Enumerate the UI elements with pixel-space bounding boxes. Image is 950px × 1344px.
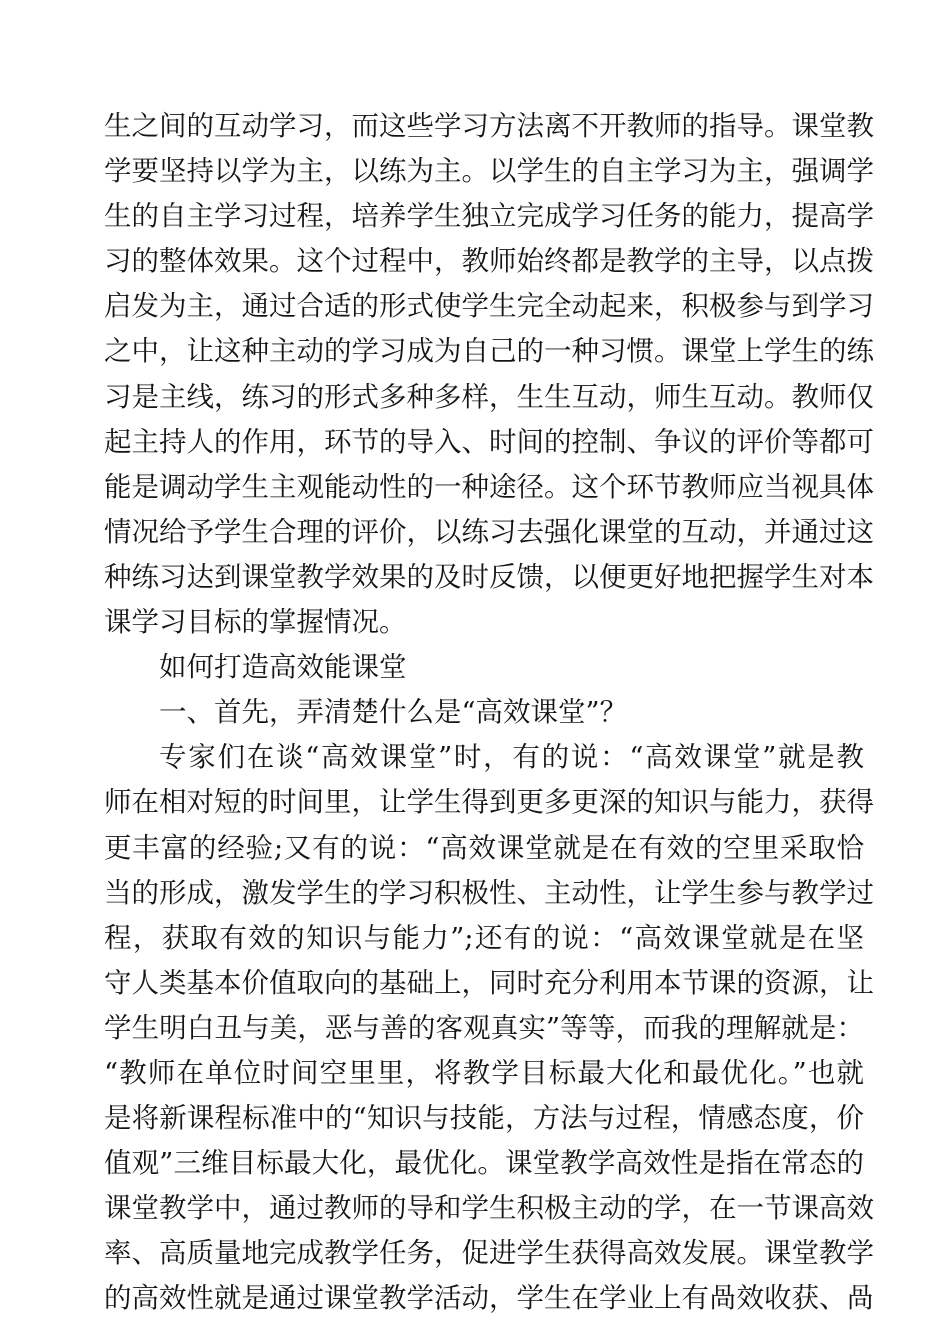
text-line: 之中，让这种主动的学习成为自己的一种习惯。课堂上学生的练 — [104, 335, 874, 368]
text-line: 情况给予学生合理的评价，以练习去强化课堂的互动，并通过这 — [104, 515, 874, 548]
text-line: 起主持人的作用，环节的导入、时间的控制、争议的评价等都可 — [104, 425, 874, 458]
paragraph-end-line: 课学习目标的掌握情况。 — [104, 606, 407, 639]
text-line: “教师在单位时间空里里，将教学目标最大化和最优化。”也就 — [104, 1056, 864, 1089]
text-line: 值观”三维目标最大化，最优化。课堂教学高效性是指在常态的 — [104, 1147, 864, 1180]
text-line: 程，获取有效的知识与能力”;还有的说：“高效课堂就是在坚 — [104, 921, 864, 954]
text-line: 更丰富的经验;又有的说：“高效课堂就是在有效的空里采取恰 — [104, 831, 864, 864]
text-line: 课堂教学中，通过教师的导和学生积极主动的学，在一节课高效 — [104, 1192, 874, 1225]
text-line: 守人类基本价值取向的基础上，同时充分利用本节课的资源，让 — [104, 966, 874, 999]
text-line: 率、高质量地完成教学任务，促进学生获得高效发展。课堂教学 — [104, 1237, 874, 1270]
text-line: 能是调动学生主观能动性的一种途径。这个环节教师应当视具体 — [104, 470, 874, 503]
subsection-heading: 一、首先，弄清楚什么是“高效课堂”？ — [159, 696, 628, 729]
text-line: 学生明白丑与美，恶与善的客观真实”等等，而我的理解就是： — [104, 1011, 864, 1044]
text-line: 生之间的互动学习，而这些学习方法离不开教师的指导。课堂教 — [104, 110, 874, 142]
text-line: 学要坚持以学为主，以练为主。以学生的自主学习为主，强调学 — [104, 155, 874, 188]
body-text — [104, 104, 874, 1322]
text-line: 启发为主，通过合适的形式使学生完全动起来，积极参与到学习 — [104, 290, 874, 323]
text-line: 习的整体效果。这个过程中，教师始终都是教学的主导，以点拨 — [104, 245, 874, 278]
text-line: 的高效性就是通过课堂教学活动，学生在学业上有咼效收获、咼 — [104, 1282, 874, 1315]
text-line: 是将新课程标准中的“知识与技能，方法与过程，情感态度，价 — [104, 1102, 864, 1135]
paragraph-first-line: 专家们在谈“高效课堂”时，有的说：“高效课堂”就是教 — [159, 741, 864, 774]
text-line: 当的形成，激发学生的学习积极性、主动性，让学生参与教学过 — [104, 876, 874, 909]
text-line: 习是主线，练习的形式多种多样，生生互动，师生互动。教师仅 — [104, 380, 874, 413]
text-line: 师在相对短的时间里，让学生得到更多更深的知识与能力，获得 — [104, 786, 874, 819]
text-line: 种练习达到课堂教学效果的及时反馈，以便更好地把握学生对本 — [104, 560, 874, 593]
section-heading: 如何打造高效能课堂 — [159, 651, 407, 684]
text-line: 生的自主学习过程，培养学生独立完成学习任务的能力，提高学 — [104, 200, 874, 233]
